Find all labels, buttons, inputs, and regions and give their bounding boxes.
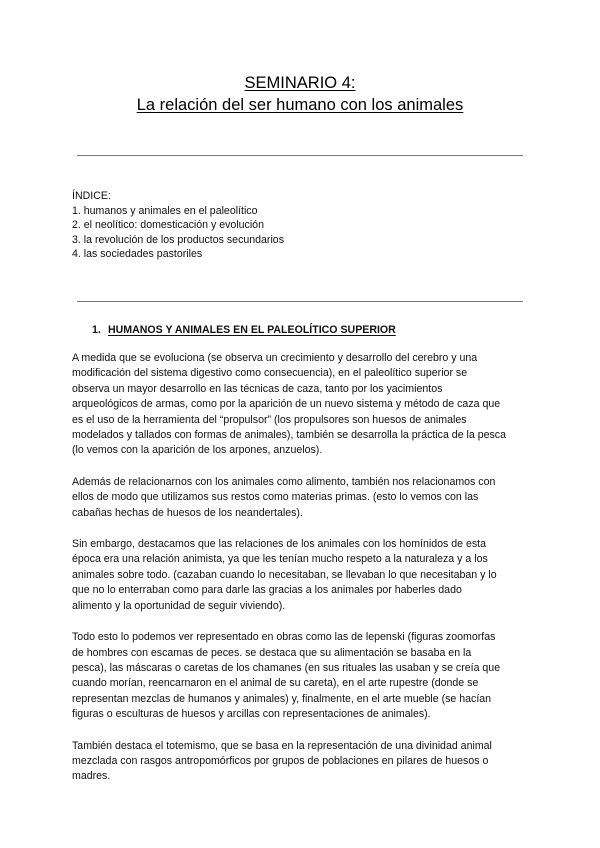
text-line: animales sobre todo. (cazaban cuando lo necesitaban, se llevaban lo que necesitaban y lo (72, 568, 497, 581)
text-line: mezclada con rasgos antropomórficos por grupos de poblaciones en pilares de huesos o (72, 754, 489, 767)
text-line: arqueológicos de armas, como por la aparición de un nuevo sistema y método de caza que (72, 398, 501, 411)
index-item: 4. las sociedades pastoriles (72, 248, 203, 261)
index-item: 1. humanos y animales en el paleolítico (72, 204, 258, 217)
paragraph (72, 630, 532, 722)
text-line: representan mezclas de humanos y animales) y, finalmente, en el arte mueble (se hacían (72, 692, 492, 705)
horizontal-divider (77, 155, 523, 156)
title-line-1: SEMINARIO 4: (244, 74, 356, 92)
text-line: cuando morían, reencarnaron en el animal de su careta), en el arte rupestre (donde se (72, 677, 479, 690)
paragraph (72, 351, 532, 459)
section-heading (92, 323, 396, 337)
text-line: figuras o esculturas de huesos y arcillas con representaciones de animales). (72, 708, 431, 721)
text-line: cabañas hechas de huesos de los neandertales). (72, 506, 303, 519)
index-label: ÍNDICE: (72, 190, 111, 202)
section-body (72, 351, 532, 801)
text-line: modelados y tallados con formas de animales), también se desarrolla la práctica de la pesca (72, 429, 506, 442)
text-line: Sin embargo, destacamos que las relaciones de los animales con los homínidos de esta (72, 538, 486, 551)
text-line: pesca), las máscaras o caretas de los chamanes (en sus rituales las usaban y se creía que (72, 661, 501, 674)
paragraph (72, 739, 532, 785)
text-line: alimento y la oportunidad de seguir viviendo). (72, 599, 286, 612)
index-item: 2. el neolítico: domesticación y evolución (72, 219, 264, 232)
text-line: es el uso de la herramienta del “propulsor” (los propulsores son huesos de animales (72, 413, 467, 426)
text-line: época era una relación animista, ya que les tenían mucho respeto a la naturaleza y a los (72, 553, 488, 566)
text-line: A medida que se evoluciona (se observa un crecimiento y desarrollo del cerebro y una (72, 352, 478, 364)
title-line-2: La relación del ser humano con los animales (136, 96, 464, 114)
paragraph (72, 537, 532, 614)
section-heading-text: HUMANOS Y ANIMALES EN EL PALEOLÍTICO SUPERIOR (108, 324, 396, 336)
text-line: de hombres con escamas de peces. se destaca que su alimentación se basaba en la (72, 646, 472, 659)
index-item: 3. la revolución de los productos secundarios (72, 233, 284, 246)
text-line: (lo vemos con la aparición de los arpones, anzuelos). (72, 444, 323, 457)
document-title (0, 72, 600, 116)
horizontal-divider (77, 301, 523, 302)
text-line: modificación del sistema digestivo como consecuencia), en el paleolítico superior se (72, 367, 468, 380)
text-line: madres. (72, 770, 111, 783)
paragraph (72, 475, 532, 521)
index-section (72, 189, 532, 262)
text-line: También destaca el totemismo, que se basa en la representación de una divinidad animal (72, 739, 492, 752)
text-line: ellos de modo que utilizamos sus restos como materias primas. (esto lo vemos con las (72, 491, 479, 504)
section-number: 1. (92, 324, 101, 336)
text-line: que no lo enterraban como para darle las gracias a los animales por haberles dado (72, 584, 462, 597)
text-line: Además de relacionarnos con los animales como alimento, también nos relacionamos con (72, 475, 496, 488)
text-line: observa un mayor desarrollo en las técnicas de caza, tanto por los yacimientos (72, 382, 443, 395)
text-line: Todo esto lo podemos ver representado en obras como las de lepenski (figuras zoomorfas (72, 631, 496, 644)
